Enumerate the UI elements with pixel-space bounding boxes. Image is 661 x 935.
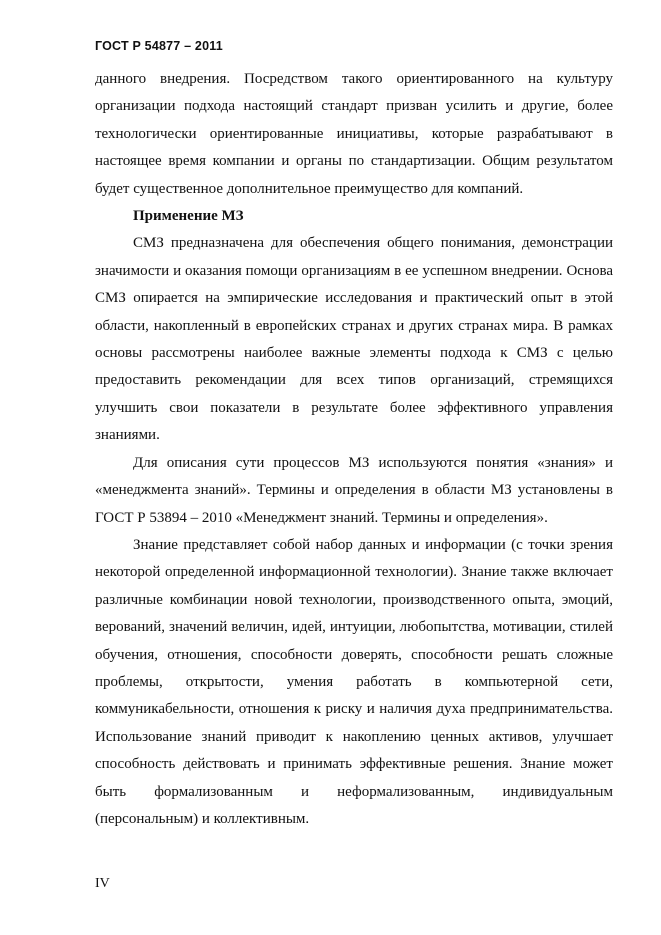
document-header: ГОСТ Р 54877 – 2011 — [95, 39, 223, 53]
paragraph-continuation: данного внедрения. Посредством такого ориентированного на культуру организации подхода настоящий стандарт призван усилить и другие, более технологически ориентированные инициативы, которые разрабатывают в настоящее время компании и органы по стандартизации. Общим результатом будет существенное дополнительное преимущество для компаний. — [95, 71, 613, 197]
paragraph-terms: Для описания сути процессов МЗ используются понятия «знания» и «менеджмента знаний». Термины и определения в области МЗ установлены в ГОСТ Р 53894 – 2010 «Менеджмент знаний. Термины и определения». — [95, 454, 613, 526]
section-heading: Применение МЗ — [133, 208, 244, 225]
page-number: IV — [95, 876, 110, 891]
paragraph-smz-purpose: СМЗ предназначена для обеспечения общего понимания, демонстрации значимости и оказания помощи организациям в ее успешном внедрении. Основа СМЗ опирается на эмпирические исследования и практический опыт в этой области, накопленный в европейских странах и других странах мира. В рамках основы рассмотрены наиболее важные элементы подхода к СМЗ с целью предоставить рекомендации для всех типов организаций, стремящихся улучшить свои показатели в результате более эффективного управления знаниями. — [95, 235, 613, 444]
paragraph-knowledge: Знание представляет собой набор данных и информации (с точки зрения некоторой определенной информационной технологии). Знание также включает различные комбинации новой технологии, производственного опыта, эмоций, верований, значений величин, идей, интуиции, любопытства, мотивации, стилей обучения, отношения, способности доверять, способности решать сложные проблемы, открытости, умения работать в компьютерной сети, коммуникабельности, отношения к риску и наличия духа предпринимательства. Использование знаний приводит к накоплению ценных активов, улучшает способность действовать и принимать эффективные решения. Знание может быть формализованным и неформализованным, индивидуальным (персональным) и коллективным. — [95, 536, 613, 827]
document-body — [95, 66, 613, 833]
